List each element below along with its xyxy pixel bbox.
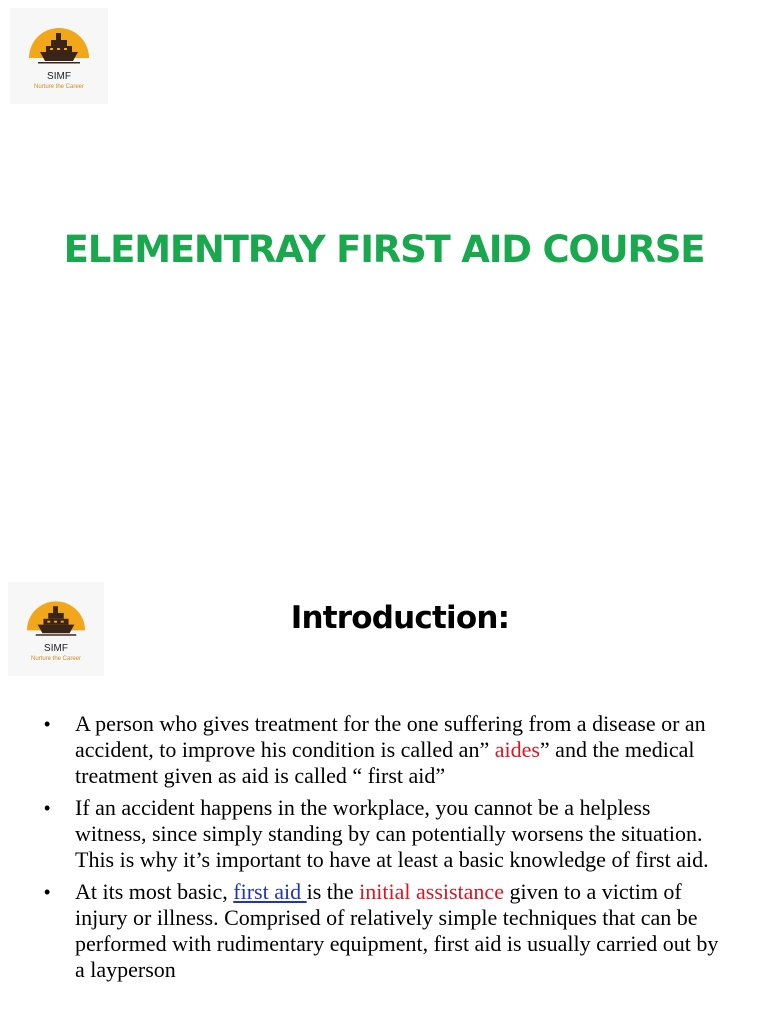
introduction-slide (0, 576, 768, 1024)
list-item: • At its most basic, first aid is the initial assistance given to a victim of injury or illness. Comprised of relatively simple techniques that can be performed with rudimentary equipment, first aid is usually carried out by a layperson (44, 879, 719, 982)
bullet-icon: • (44, 882, 51, 902)
logo-tagline: Nurture the Career (33, 84, 85, 90)
bullet-icon: • (44, 798, 51, 818)
simf-logo (10, 8, 108, 104)
highlight-term: aides (494, 737, 540, 762)
logo-tagline: Nurture the Career (30, 656, 82, 662)
ship-icon (10, 8, 108, 70)
intro-heading: Introduction: (290, 600, 510, 636)
logo-name: SIMF (44, 643, 68, 654)
highlight-term: initial assistance (359, 879, 504, 904)
bullet-list (44, 711, 724, 989)
list-item: • If an accident happens in the workplace, you cannot be a helpless witness, since simply standing by can potentially worsens the situation. This is why it’s important to have at least a basic knowledge of first aid. (44, 795, 709, 872)
bullet-icon: • (44, 714, 51, 734)
course-title: ELEMENTRAY FIRST AID COURSE (63, 228, 705, 271)
logo-name: SIMF (47, 71, 71, 82)
first-aid-link[interactable]: first aid (233, 879, 307, 904)
list-item: • A person who gives treatment for the one suffering from a disease or an accident, to improve his condition is called an” aides” and the medical treatment given as aid is called “ first aid” (44, 711, 706, 788)
